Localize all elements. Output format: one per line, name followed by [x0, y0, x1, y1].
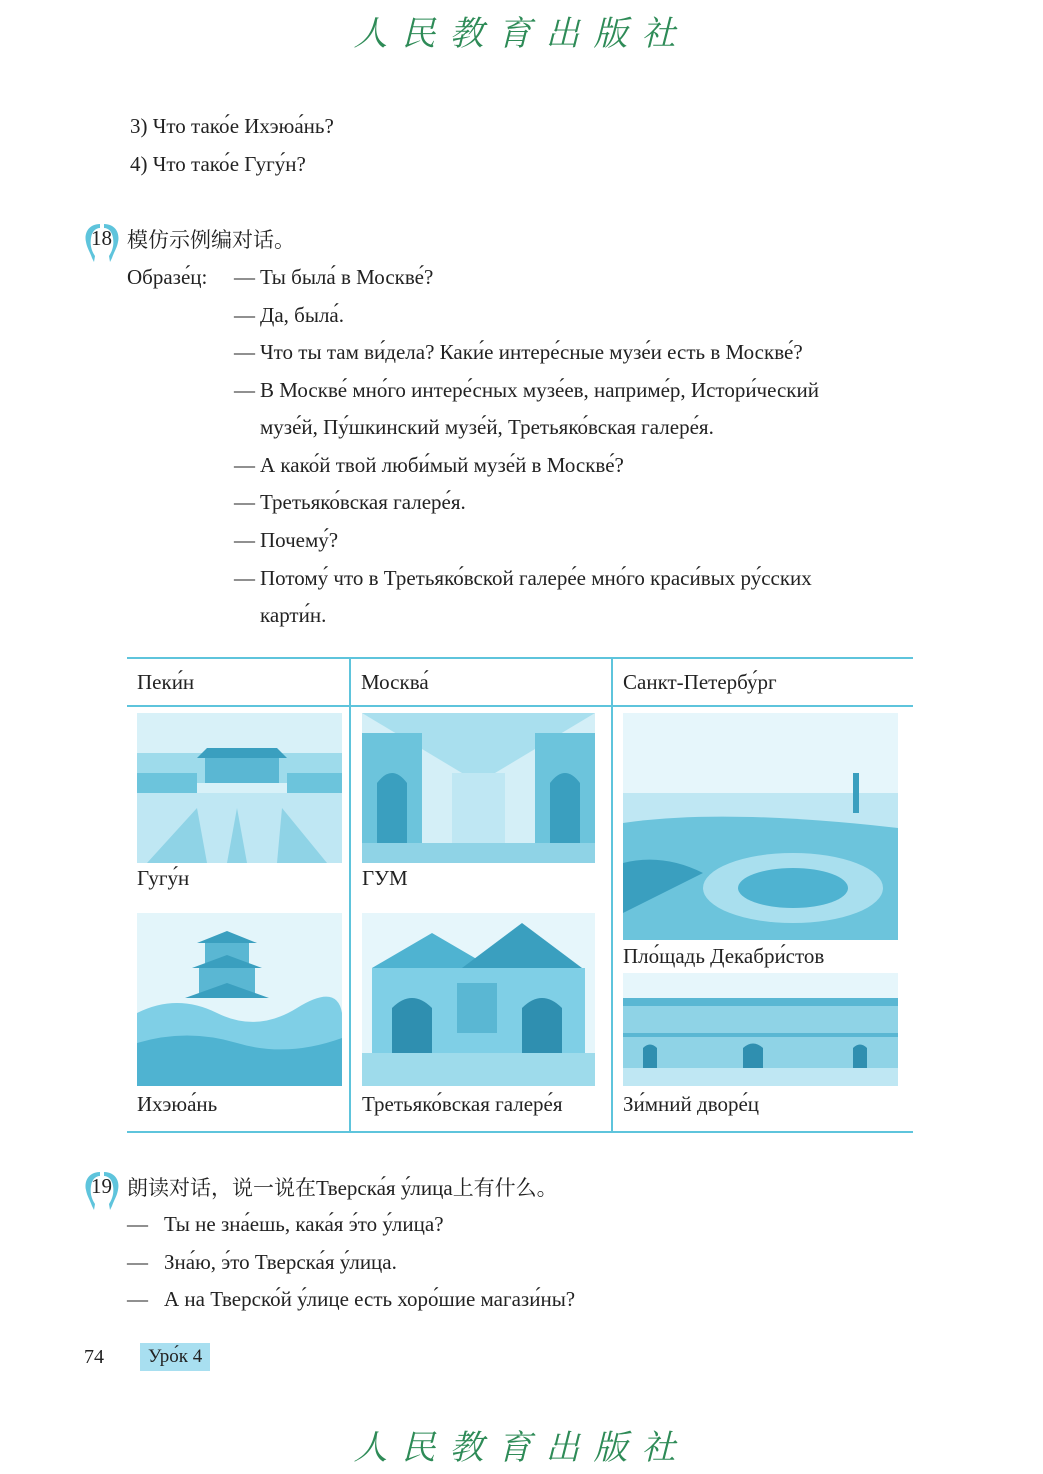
- dialogue-line: — Зна́ю, э́то Тверска́я у́лица.: [127, 1250, 397, 1274]
- caption-winter-palace: Зи́мний дворе́ц: [623, 1092, 760, 1116]
- dialogue-line-continuation: музе́й, Пу́шкинский музе́й, Третьяко́вская галере́я.: [260, 415, 714, 439]
- column-header-moscow: Москва́: [350, 658, 612, 706]
- exercise-18-instruction: 模仿示例编对话。: [127, 228, 295, 252]
- exercise-19-number-badge: [82, 1168, 122, 1208]
- question-label: 4): [130, 152, 148, 176]
- dialogue-line-continuation: карти́н.: [260, 603, 327, 627]
- caption-gugun: Гугу́н: [137, 866, 190, 890]
- dialogue-line: — Потому́ что в Третьяко́вской галере́е мно́го краси́вых ру́сских: [234, 566, 812, 590]
- lesson-badge: Уро́к 4: [140, 1343, 210, 1371]
- dialogue-line: — Ты была́ в Москве́?: [234, 265, 434, 289]
- photo-gugun: [137, 713, 342, 863]
- caption-tretyakov-gallery: Третьяко́вская галере́я: [362, 1092, 563, 1116]
- question-label: 3): [130, 114, 148, 138]
- caption-decembrists-square: Пло́щадь Декабри́стов: [623, 944, 825, 968]
- photo-gum: [362, 713, 595, 863]
- dialogue-line: — В Москве́ мно́го интере́сных музе́ев, наприме́р, Истори́ческий: [234, 378, 819, 402]
- exercise-18-number-badge: [82, 220, 122, 260]
- column-header-beijing: Пеки́н: [127, 658, 350, 706]
- exercise-19-instruction: 朗读对话，说一说在Тверска́я у́лица上有什么。: [127, 1176, 558, 1200]
- sample-label: Образе́ц:: [127, 265, 208, 289]
- column-header-petersburg: Санкт-Петербу́рг: [612, 658, 913, 706]
- dialogue-line: — Да, была́.: [234, 303, 344, 327]
- photo-decembrists-square: [623, 713, 898, 940]
- caption-yiheyuan: Ихэюа́нь: [137, 1092, 218, 1116]
- dialogue-line: — Почему́?: [234, 528, 339, 552]
- exercise-number: 19: [91, 1174, 112, 1198]
- caption-gum: ГУМ: [362, 866, 408, 890]
- page-number: 74: [84, 1346, 104, 1368]
- exercise-number: 18: [91, 226, 112, 250]
- dialogue-line: — А на Тверско́й у́лице есть хоро́шие магази́ны?: [127, 1287, 576, 1311]
- question-text: Что тако́е Ихэюа́нь?: [152, 114, 334, 138]
- photo-winter-palace: [623, 973, 898, 1086]
- publisher-watermark-top: 人民教育出版社: [353, 14, 690, 54]
- question-text: Что тако́е Гугу́н?: [152, 152, 306, 176]
- dialogue-line: — А како́й твой люби́мый музе́й в Москве́?: [234, 453, 624, 477]
- question-3: [130, 112, 334, 140]
- photo-tretyakov: [362, 913, 595, 1086]
- publisher-watermark-bottom: 人民教育出版社: [353, 1428, 690, 1468]
- dialogue-line: — Что ты там ви́дела? Каки́е интере́сные музе́и есть в Москве́?: [234, 340, 803, 364]
- question-4: [130, 150, 306, 178]
- dialogue-line: — Ты не зна́ешь, кака́я э́то у́лица?: [127, 1212, 444, 1236]
- photo-yiheyuan: [137, 913, 342, 1086]
- dialogue-line: — Третьяко́вская галере́я.: [234, 490, 466, 514]
